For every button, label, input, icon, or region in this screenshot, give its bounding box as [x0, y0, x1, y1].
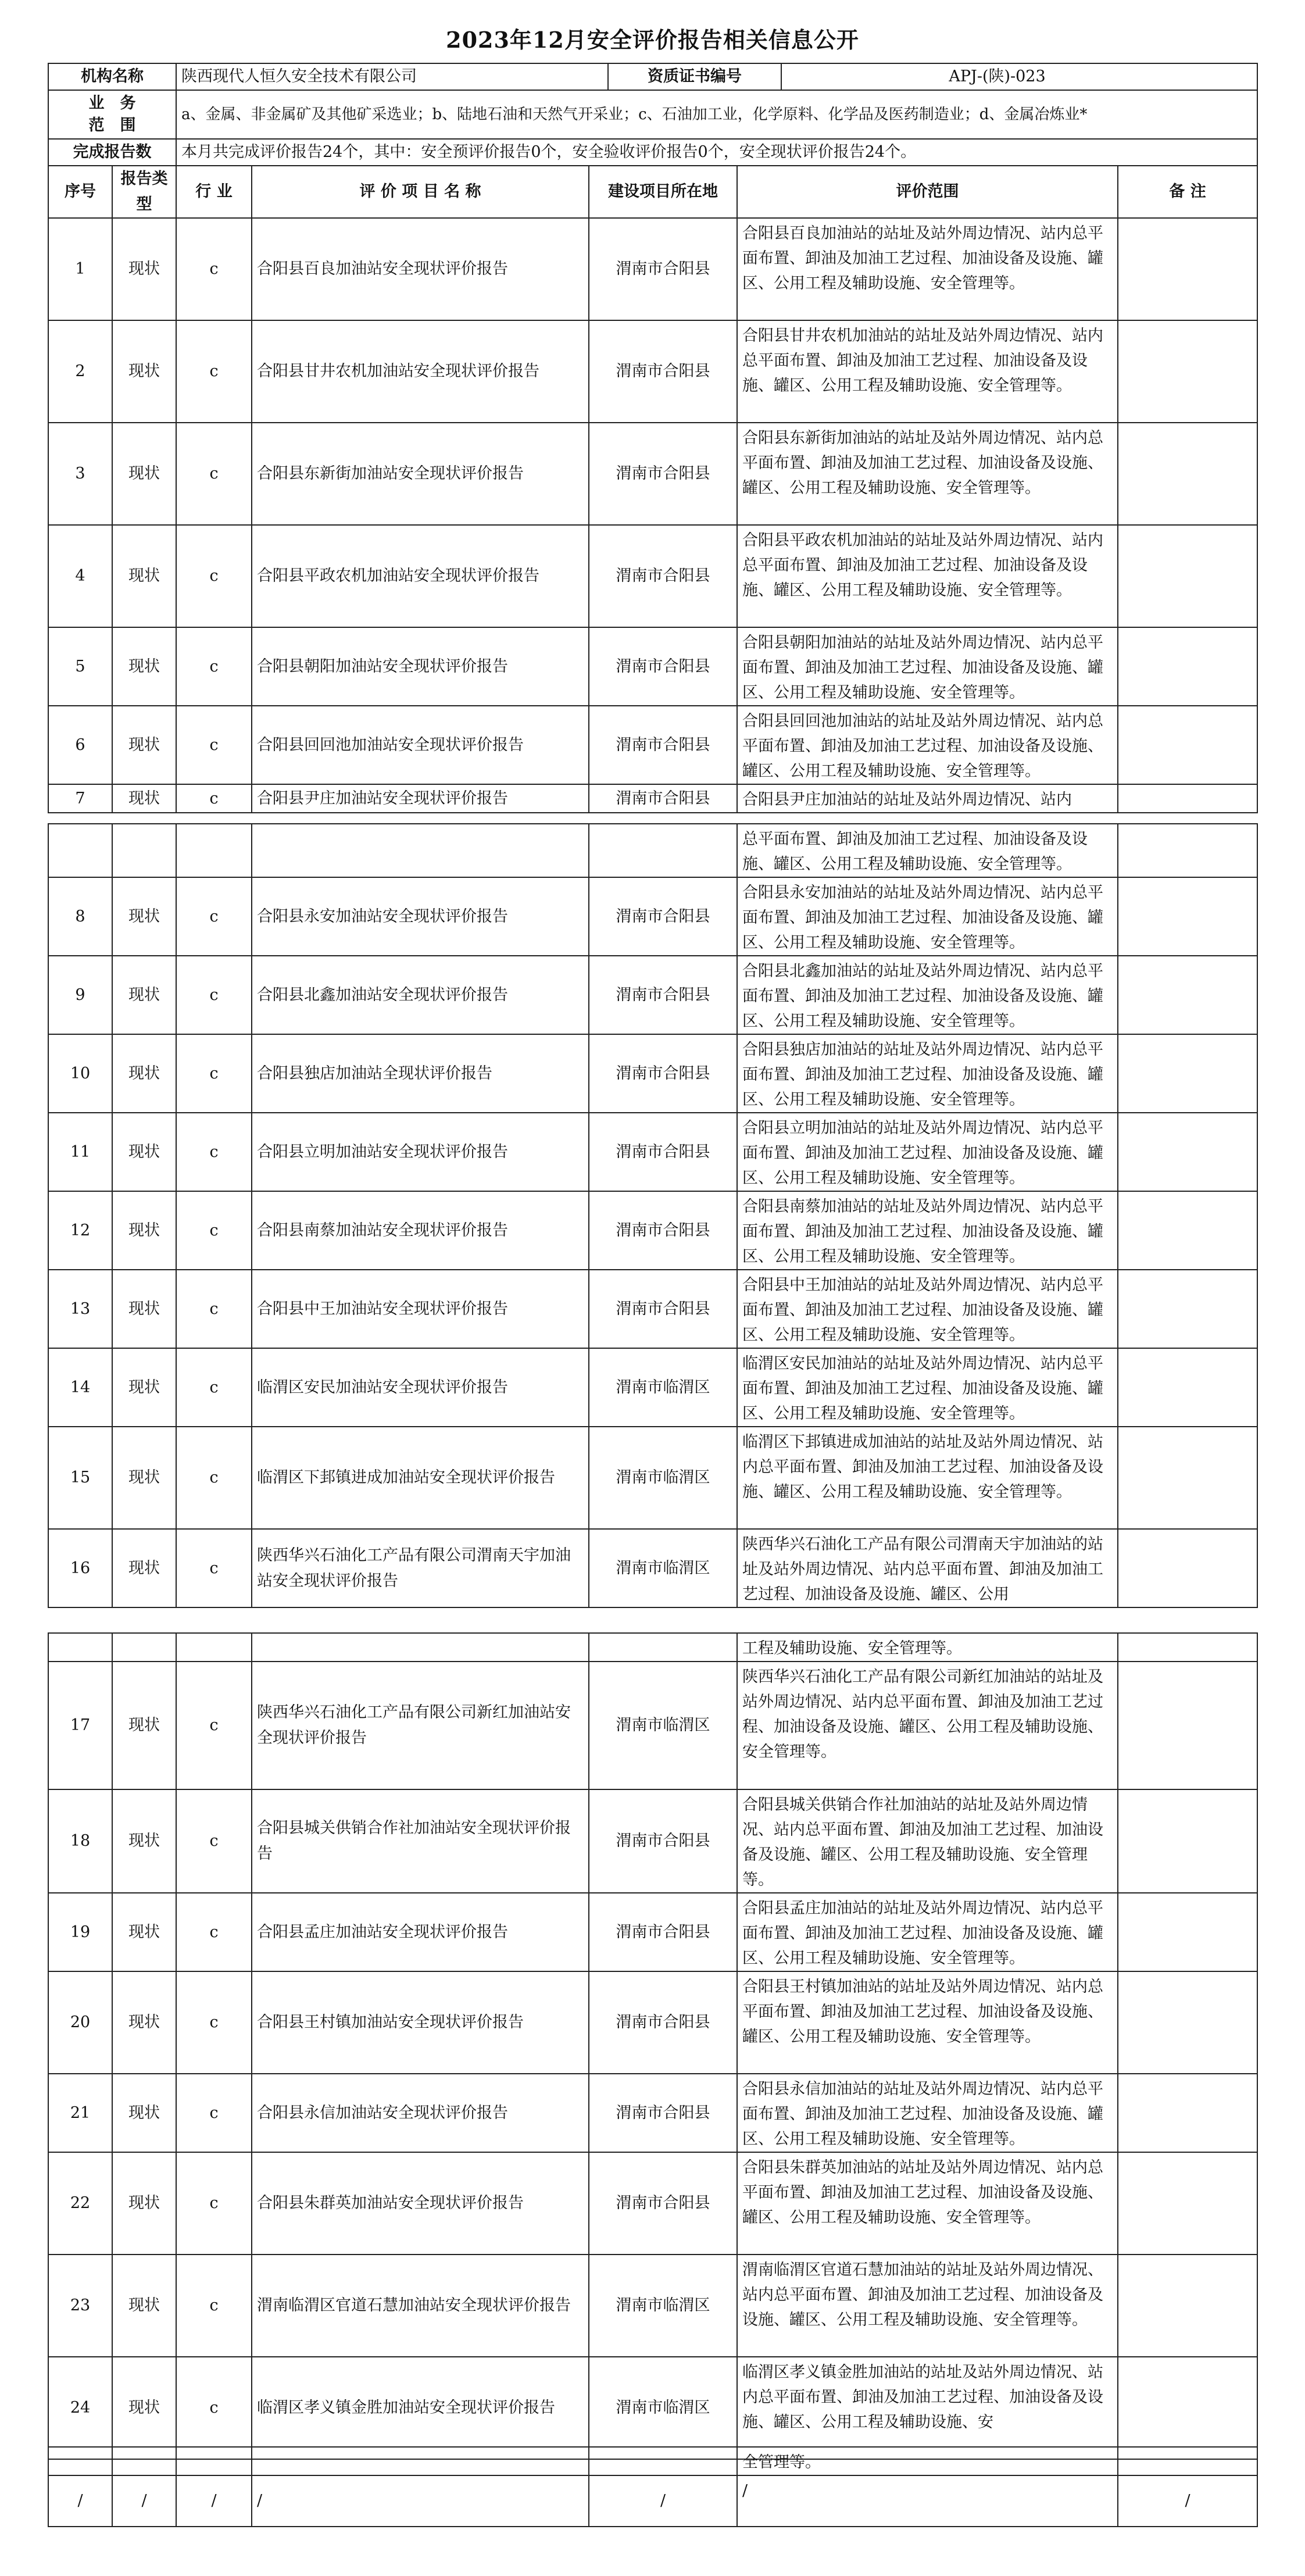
cell-loc: 渭南市临渭区	[589, 1427, 737, 1529]
cell-remark	[1118, 877, 1257, 956]
cell-loc: 渭南市合阳县	[589, 218, 737, 320]
biz-label	[48, 90, 176, 139]
table-row	[48, 824, 1257, 877]
cell-type	[112, 1633, 176, 1662]
cell-name: 合阳县朱群英加油站安全现状评价报告	[252, 2152, 589, 2255]
cell-ind: c	[176, 1789, 252, 1893]
table-row	[48, 320, 1257, 423]
col-industry: 行 业	[176, 166, 252, 218]
cell-loc: 渭南市合阳县	[589, 2152, 737, 2255]
cell-remark	[1118, 2255, 1257, 2357]
table-row	[48, 2152, 1257, 2255]
table-row	[48, 1427, 1257, 1529]
cell-type: 现状	[112, 2152, 176, 2255]
cell-scope: 陕西华兴石油化工产品有限公司新红加油站的站址及站外周边情况、站内总平面布置、卸油及加油工艺过程、加油设备及设施、罐区、公用工程及辅助设施、安全管理等。	[737, 1662, 1118, 1789]
cell-remark	[1118, 784, 1257, 813]
cell-loc: 渭南市合阳县	[589, 1971, 737, 2074]
cell-type: 现状	[112, 1034, 176, 1113]
cell-ind: c	[176, 706, 252, 784]
cell-type: 现状	[112, 1662, 176, 1789]
cell-remark	[1118, 1633, 1257, 1662]
cell-loc: 渭南市临渭区	[589, 2255, 737, 2357]
table-row	[48, 2447, 1257, 2475]
biz-label-line1: 业 务	[88, 94, 136, 112]
table-row	[48, 1348, 1257, 1427]
cell-no: 10	[48, 1034, 112, 1113]
cell-type	[112, 824, 176, 877]
cell-name: 合阳县东新街加油站安全现状评价报告	[252, 423, 589, 525]
cell-type: 现状	[112, 706, 176, 784]
cell-loc: 渭南市合阳县	[589, 423, 737, 525]
cell-ind: c	[176, 1427, 252, 1529]
table-row	[48, 1633, 1257, 1662]
cell-ind: c	[176, 956, 252, 1034]
cell-no: 21	[48, 2074, 112, 2152]
cell-no	[48, 824, 112, 877]
table-row	[48, 1789, 1257, 1893]
cell-loc: 渭南市临渭区	[589, 1662, 737, 1789]
cell-name: 合阳县城关供销合作社加油站安全现状评价报告	[252, 1789, 589, 1893]
cell-name	[252, 2447, 589, 2475]
cell-ind: c	[176, 320, 252, 423]
cell-name: 陕西华兴石油化工产品有限公司渭南天宇加油站安全现状评价报告	[252, 1529, 589, 1607]
cell-remark	[1118, 2357, 1257, 2459]
cell-type: /	[112, 2475, 176, 2527]
cell-type: 现状	[112, 1427, 176, 1529]
cell-no: 16	[48, 1529, 112, 1607]
cell-remark	[1118, 320, 1257, 423]
cell-scope: 合阳县平政农机加油站的站址及站外周边情况、站内总平面布置、卸油及加油工艺过程、加油设备及设施、罐区、公用工程及辅助设施、安全管理等。	[737, 525, 1118, 627]
cell-no: 20	[48, 1971, 112, 2074]
cell-type: 现状	[112, 1270, 176, 1348]
cell-scope: 合阳县立明加油站的站址及站外周边情况、站内总平面布置、卸油及加油工艺过程、加油设备及设施、罐区、公用工程及辅助设施、安全管理等。	[737, 1113, 1118, 1191]
table-row	[48, 784, 1257, 813]
cell-loc: 渭南市合阳县	[589, 1893, 737, 1971]
table-row	[48, 2255, 1257, 2357]
cell-type: 现状	[112, 423, 176, 525]
org-label: 机构名称	[48, 63, 176, 90]
cell-no: 6	[48, 706, 112, 784]
biz-value: a、金属、非金属矿及其他矿采选业；b、陆地石油和天然气开采业；c、石油加工业，化学原料、化学品及医药制造业；d、金属冶炼业*	[176, 90, 1257, 139]
cell-no: /	[48, 2475, 112, 2527]
cell-no: 17	[48, 1662, 112, 1789]
cell-ind: /	[176, 2475, 252, 2527]
cell-no: 2	[48, 320, 112, 423]
cell-remark	[1118, 1893, 1257, 1971]
cell-ind: c	[176, 2152, 252, 2255]
cell-scope: 全管理等。	[737, 2447, 1118, 2475]
cell-remark	[1118, 956, 1257, 1034]
cell-remark	[1118, 1034, 1257, 1113]
cell-type: 现状	[112, 1893, 176, 1971]
cell-type: 现状	[112, 627, 176, 706]
table-row	[48, 1662, 1257, 1789]
cell-loc: 渭南市临渭区	[589, 1348, 737, 1427]
cell-ind: c	[176, 784, 252, 813]
cell-remark	[1118, 1348, 1257, 1427]
cell-loc: 渭南市合阳县	[589, 1034, 737, 1113]
cell-name: 合阳县南蔡加油站安全现状评价报告	[252, 1191, 589, 1270]
org-value: 陕西现代人恒久安全技术有限公司	[176, 63, 737, 90]
cell-ind: c	[176, 2255, 252, 2357]
cell-remark	[1118, 525, 1257, 627]
cell-ind: c	[176, 423, 252, 525]
cert-value: APJ-(陕)-023	[737, 63, 1257, 90]
report-table-part-1	[48, 63, 1258, 813]
cell-no: 11	[48, 1113, 112, 1191]
cell-loc: 渭南市合阳县	[589, 627, 737, 706]
cell-name: 合阳县永安加油站安全现状评价报告	[252, 877, 589, 956]
cell-no: 24	[48, 2357, 112, 2459]
cell-loc: 渭南市合阳县	[589, 320, 737, 423]
cell-loc: 渭南市合阳县	[589, 784, 737, 813]
cell-no: 8	[48, 877, 112, 956]
cell-remark	[1118, 423, 1257, 525]
cell-scope: 总平面布置、卸油及加油工艺过程、加油设备及设施、罐区、公用工程及辅助设施、安全管理等。	[737, 824, 1118, 877]
cell-remark	[1118, 1789, 1257, 1893]
table-row	[48, 1034, 1257, 1113]
report-table-part-3	[48, 1632, 1258, 2460]
table-row	[48, 2074, 1257, 2152]
cell-remark	[1118, 706, 1257, 784]
done-value: 本月共完成评价报告24个，其中：安全预评价报告0个，安全验收评价报告0个，安全现状评价报告24个。	[176, 139, 1257, 166]
cell-name: 合阳县甘井农机加油站安全现状评价报告	[252, 320, 589, 423]
cell-scope: 合阳县尹庄加油站的站址及站外周边情况、站内	[737, 784, 1118, 813]
cell-type: 现状	[112, 784, 176, 813]
cell-name: 合阳县尹庄加油站安全现状评价报告	[252, 784, 589, 813]
cell-name: 合阳县朝阳加油站安全现状评价报告	[252, 627, 589, 706]
cell-remark	[1118, 1971, 1257, 2074]
cell-loc: 渭南市合阳县	[589, 1191, 737, 1270]
cell-scope: 合阳县城关供销合作社加油站的站址及站外周边情况、站内总平面布置、卸油及加油工艺过程、加油设备及设施、罐区、公用工程及辅助设施、安全管理等。	[737, 1789, 1118, 1893]
cell-name: 合阳县平政农机加油站安全现状评价报告	[252, 525, 589, 627]
cell-scope: 合阳县东新街加油站的站址及站外周边情况、站内总平面布置、卸油及加油工艺过程、加油设备及设施、罐区、公用工程及辅助设施、安全管理等。	[737, 423, 1118, 525]
cell-no: 9	[48, 956, 112, 1034]
cell-loc: /	[589, 2475, 737, 2527]
cell-remark	[1118, 1191, 1257, 1270]
cell-no: 23	[48, 2255, 112, 2357]
cert-label: 资质证书编号	[607, 64, 782, 90]
cell-name: 合阳县回回池加油站安全现状评价报告	[252, 706, 589, 784]
cell-no	[48, 2447, 112, 2475]
cell-no: 15	[48, 1427, 112, 1529]
cell-name: 合阳县百良加油站安全现状评价报告	[252, 218, 589, 320]
cell-loc	[589, 824, 737, 877]
table-row	[48, 1529, 1257, 1607]
cell-remark	[1118, 2447, 1257, 2475]
cell-scope: 合阳县孟庄加油站的站址及站外周边情况、站内总平面布置、卸油及加油工艺过程、加油设备及设施、罐区、公用工程及辅助设施、安全管理等。	[737, 1893, 1118, 1971]
cell-remark	[1118, 2152, 1257, 2255]
cell-scope: 合阳县朝阳加油站的站址及站外周边情况、站内总平面布置、卸油及加油工艺过程、加油设备及设施、罐区、公用工程及辅助设施、安全管理等。	[737, 627, 1118, 706]
cell-no: 14	[48, 1348, 112, 1427]
cell-scope: 陕西华兴石油化工产品有限公司渭南天宇加油站的站址及站外周边情况、站内总平面布置、卸油及加油工艺过程、加油设备及设施、罐区、公用	[737, 1529, 1118, 1607]
cell-scope: 合阳县王村镇加油站的站址及站外周边情况、站内总平面布置、卸油及加油工艺过程、加油设备及设施、罐区、公用工程及辅助设施、安全管理等。	[737, 1971, 1118, 2074]
table-row	[48, 1113, 1257, 1191]
cell-loc: 渭南市合阳县	[589, 877, 737, 956]
biz-row	[48, 90, 1257, 139]
cell-name: 合阳县永信加油站安全现状评价报告	[252, 2074, 589, 2152]
cell-name: 合阳县独店加油站全现状评价报告	[252, 1034, 589, 1113]
cell-no: 22	[48, 2152, 112, 2255]
cell-remark	[1118, 218, 1257, 320]
cell-scope: 合阳县南蔡加油站的站址及站外周边情况、站内总平面布置、卸油及加油工艺过程、加油设备及设施、罐区、公用工程及辅助设施、安全管理等。	[737, 1191, 1118, 1270]
cell-name	[252, 824, 589, 877]
col-location: 建设项目所在地	[589, 166, 737, 218]
cell-loc: 渭南市合阳县	[589, 1113, 737, 1191]
cell-no: 12	[48, 1191, 112, 1270]
cell-scope: 合阳县甘井农机加油站的站址及站外周边情况、站内总平面布置、卸油及加油工艺过程、加油设备及设施、罐区、公用工程及辅助设施、安全管理等。	[737, 320, 1118, 423]
cell-name: 合阳县王村镇加油站安全现状评价报告	[252, 1971, 589, 2074]
cell-ind	[176, 1633, 252, 1662]
cell-scope: 合阳县永信加油站的站址及站外周边情况、站内总平面布置、卸油及加油工艺过程、加油设备及设施、罐区、公用工程及辅助设施、安全管理等。	[737, 2074, 1118, 2152]
col-scope: 评价范围	[737, 166, 1118, 218]
cell-type: 现状	[112, 1113, 176, 1191]
table-row	[48, 218, 1257, 320]
cell-type: 现状	[112, 525, 176, 627]
cell-type: 现状	[112, 1971, 176, 2074]
cell-remark	[1118, 1662, 1257, 1789]
cell-ind: c	[176, 525, 252, 627]
table-row	[48, 877, 1257, 956]
table-row	[48, 706, 1257, 784]
cell-loc	[589, 1633, 737, 1662]
cell-no: 19	[48, 1893, 112, 1971]
cell-remark	[1118, 627, 1257, 706]
header-row	[48, 166, 1257, 218]
cell-scope: /	[737, 2475, 1118, 2527]
table-row	[48, 423, 1257, 525]
cell-name: 临渭区孝义镇金胜加油站安全现状评价报告	[252, 2357, 589, 2459]
cell-no: 3	[48, 423, 112, 525]
cell-no: 4	[48, 525, 112, 627]
cell-loc: 渭南市临渭区	[589, 1529, 737, 1607]
table-row	[48, 956, 1257, 1034]
cell-name: 渭南临渭区官道石慧加油站安全现状评价报告	[252, 2255, 589, 2357]
table-row	[48, 2357, 1257, 2459]
cell-loc: 渭南市合阳县	[589, 1270, 737, 1348]
cell-loc: 渭南市合阳县	[589, 525, 737, 627]
cell-loc: 渭南市合阳县	[589, 2074, 737, 2152]
cell-scope: 合阳县朱群英加油站的站址及站外周边情况、站内总平面布置、卸油及加油工艺过程、加油设备及设施、罐区、公用工程及辅助设施、安全管理等。	[737, 2152, 1118, 2255]
cell-type: 现状	[112, 2255, 176, 2357]
biz-label-line2: 范 围	[88, 116, 136, 134]
cell-remark	[1118, 1270, 1257, 1348]
report-table-part-4	[48, 2446, 1258, 2527]
cell-ind: c	[176, 1270, 252, 1348]
cell-name: 临渭区安民加油站安全现状评价报告	[252, 1348, 589, 1427]
cell-name: 临渭区下邽镇进成加油站安全现状评价报告	[252, 1427, 589, 1529]
cell-type: 现状	[112, 2074, 176, 2152]
cell-ind: c	[176, 627, 252, 706]
cell-loc: 渭南市临渭区	[589, 2357, 737, 2459]
cell-ind: c	[176, 1971, 252, 2074]
cell-ind	[176, 824, 252, 877]
cell-scope: 临渭区孝义镇金胜加油站的站址及站外周边情况、站内总平面布置、卸油及加油工艺过程、加油设备及设施、罐区、公用工程及辅助设施、安	[737, 2357, 1118, 2459]
cell-scope: 临渭区下邽镇进成加油站的站址及站外周边情况、站内总平面布置、卸油及加油工艺过程、加油设备及设施、罐区、公用工程及辅助设施、安全管理等。	[737, 1427, 1118, 1529]
cell-type: 现状	[112, 956, 176, 1034]
cell-type: 现状	[112, 877, 176, 956]
cell-ind: c	[176, 2074, 252, 2152]
cell-loc: 渭南市合阳县	[589, 956, 737, 1034]
cell-ind: c	[176, 2357, 252, 2459]
cell-name: 合阳县北鑫加油站安全现状评价报告	[252, 956, 589, 1034]
cell-remark	[1118, 1427, 1257, 1529]
cell-ind: c	[176, 1348, 252, 1427]
cell-scope: 合阳县百良加油站的站址及站外周边情况、站内总平面布置、卸油及加油工艺过程、加油设备及设施、罐区、公用工程及辅助设施、安全管理等。	[737, 218, 1118, 320]
table-row	[48, 2475, 1257, 2527]
cell-scope: 合阳县独店加油站的站址及站外周边情况、站内总平面布置、卸油及加油工艺过程、加油设备及设施、罐区、公用工程及辅助设施、安全管理等。	[737, 1034, 1118, 1113]
done-label: 完成报告数	[48, 139, 176, 166]
cell-ind: c	[176, 1034, 252, 1113]
cell-remark	[1118, 824, 1257, 877]
cell-ind: c	[176, 1893, 252, 1971]
cell-no: 13	[48, 1270, 112, 1348]
cell-no: 18	[48, 1789, 112, 1893]
table-row	[48, 1270, 1257, 1348]
cell-no: 1	[48, 218, 112, 320]
cell-scope: 合阳县中王加油站的站址及站外周边情况、站内总平面布置、卸油及加油工艺过程、加油设备及设施、罐区、公用工程及辅助设施、安全管理等。	[737, 1270, 1118, 1348]
cell-name: 陕西华兴石油化工产品有限公司新红加油站安全现状评价报告	[252, 1662, 589, 1789]
cell-remark: /	[1118, 2475, 1257, 2527]
cell-remark	[1118, 1529, 1257, 1607]
cell-no	[48, 1633, 112, 1662]
cell-type	[112, 2447, 176, 2475]
table-row	[48, 627, 1257, 706]
cell-name: 合阳县中王加油站安全现状评价报告	[252, 1270, 589, 1348]
cell-scope: 合阳县回回池加油站的站址及站外周边情况、站内总平面布置、卸油及加油工艺过程、加油设备及设施、罐区、公用工程及辅助设施、安全管理等。	[737, 706, 1118, 784]
cell-loc: 渭南市合阳县	[589, 706, 737, 784]
done-row	[48, 139, 1257, 166]
cell-name: 合阳县孟庄加油站安全现状评价报告	[252, 1893, 589, 1971]
col-remark: 备 注	[1118, 166, 1257, 218]
cell-scope: 临渭区安民加油站的站址及站外周边情况、站内总平面布置、卸油及加油工艺过程、加油设备及设施、罐区、公用工程及辅助设施、安全管理等。	[737, 1348, 1118, 1427]
table-row	[48, 1191, 1257, 1270]
cell-no: 7	[48, 784, 112, 813]
cell-type: 现状	[112, 1191, 176, 1270]
table-row	[48, 1971, 1257, 2074]
cell-ind: c	[176, 1191, 252, 1270]
cell-no: 5	[48, 627, 112, 706]
col-no: 序号	[48, 166, 112, 218]
cell-loc	[589, 2447, 737, 2475]
col-name: 评 价 项 目 名 称	[252, 166, 589, 218]
cell-type: 现状	[112, 1348, 176, 1427]
cell-scope: 合阳县北鑫加油站的站址及站外周边情况、站内总平面布置、卸油及加油工艺过程、加油设备及设施、罐区、公用工程及辅助设施、安全管理等。	[737, 956, 1118, 1034]
cell-type: 现状	[112, 2357, 176, 2459]
page-title: 2023年12月安全评价报告相关信息公开	[446, 27, 859, 53]
cell-ind: c	[176, 877, 252, 956]
cell-scope: 工程及辅助设施、安全管理等。	[737, 1633, 1118, 1662]
cell-remark	[1118, 2074, 1257, 2152]
col-type: 报告类型	[112, 166, 176, 218]
cell-loc: 渭南市合阳县	[589, 1789, 737, 1893]
cell-type: 现状	[112, 218, 176, 320]
cell-ind: c	[176, 218, 252, 320]
cell-ind: c	[176, 1529, 252, 1607]
cell-type: 现状	[112, 1789, 176, 1893]
cell-name: /	[252, 2475, 589, 2527]
cell-name: 合阳县立明加油站安全现状评价报告	[252, 1113, 589, 1191]
table-row	[48, 1893, 1257, 1971]
cell-type: 现状	[112, 1529, 176, 1607]
cell-remark	[1118, 1113, 1257, 1191]
report-table-part-2	[48, 823, 1258, 1608]
table-row	[48, 525, 1257, 627]
cell-ind: c	[176, 1662, 252, 1789]
cell-scope: 合阳县永安加油站的站址及站外周边情况、站内总平面布置、卸油及加油工艺过程、加油设备及设施、罐区、公用工程及辅助设施、安全管理等。	[737, 877, 1118, 956]
cell-scope: 渭南临渭区官道石慧加油站的站址及站外周边情况、站内总平面布置、卸油及加油工艺过程、加油设备及设施、罐区、公用工程及辅助设施、安全管理等。	[737, 2255, 1118, 2357]
cell-ind: c	[176, 1113, 252, 1191]
cell-name	[252, 1633, 589, 1662]
cell-type: 现状	[112, 320, 176, 423]
cell-ind	[176, 2447, 252, 2475]
